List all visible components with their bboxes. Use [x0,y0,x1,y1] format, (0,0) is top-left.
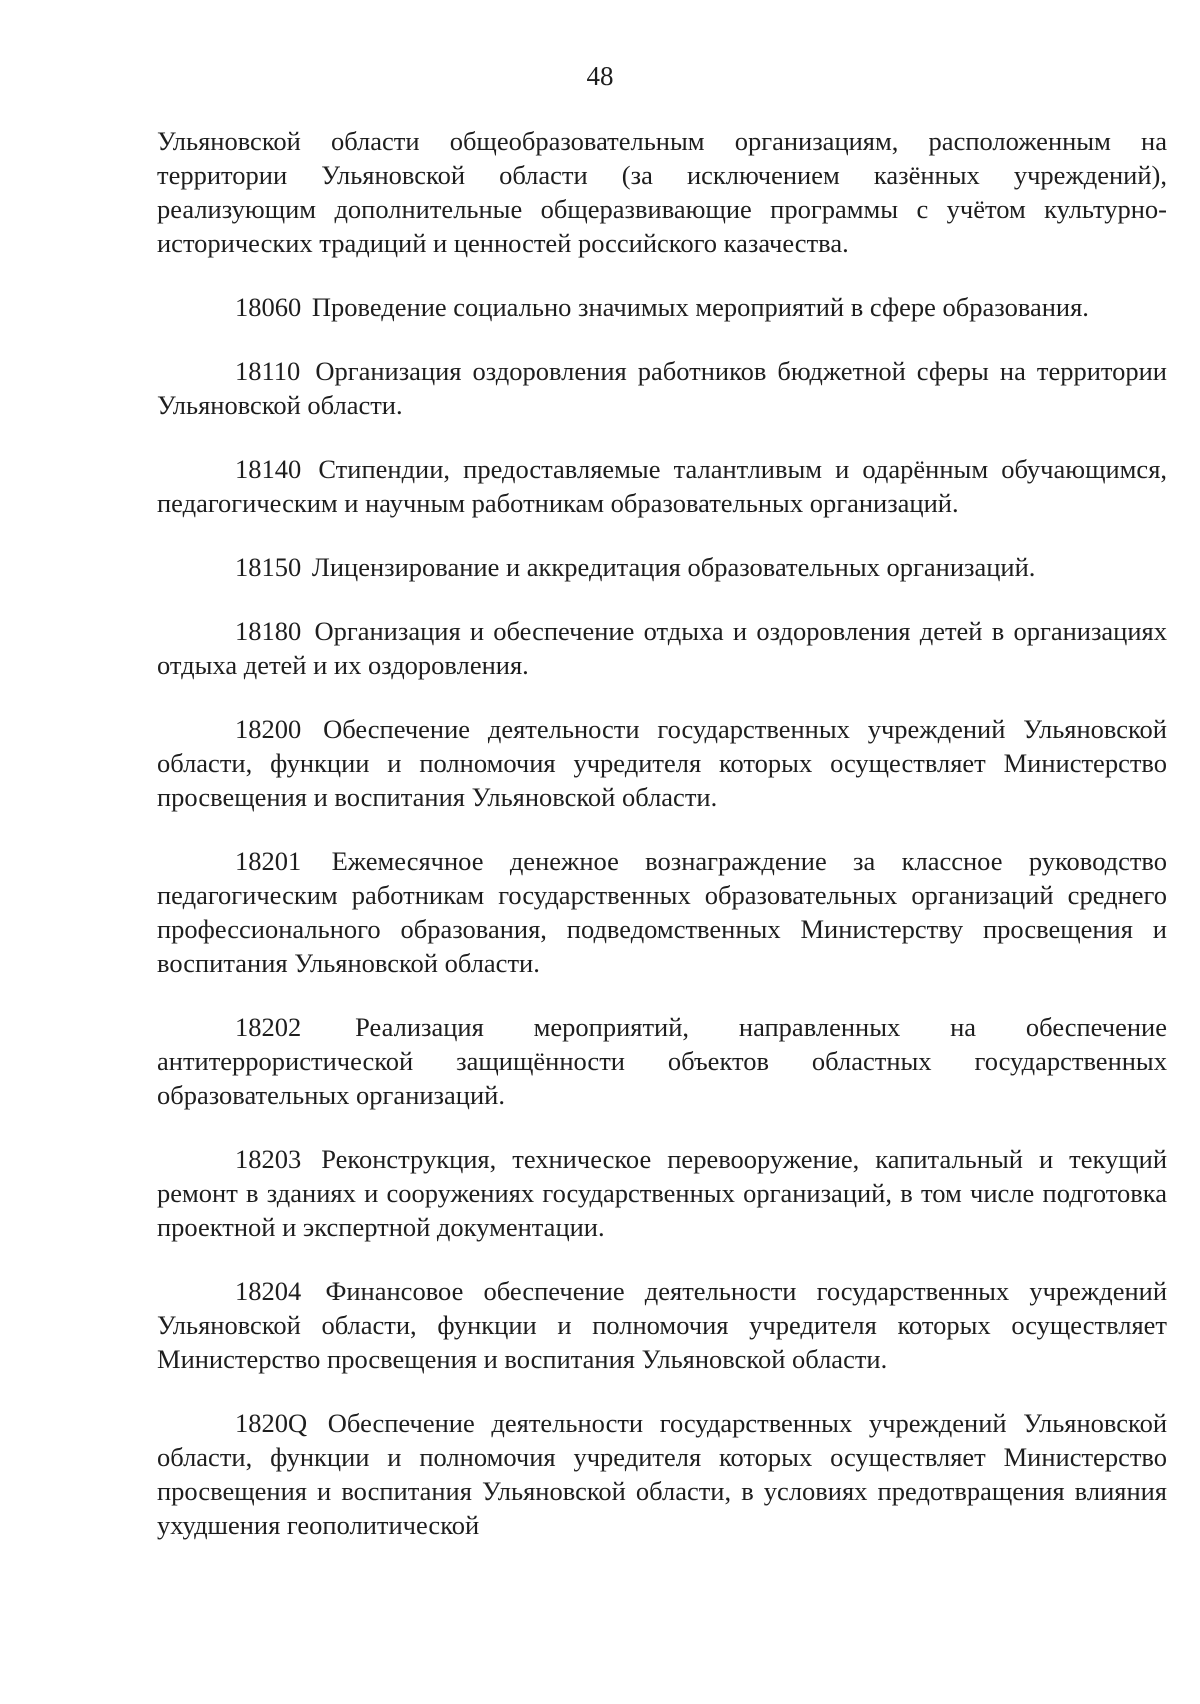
paragraph-text: Ежемесячное денежное вознаграждение за классное руководство педагогическим работникам государственных образовательных организаций среднего профессионального образования, подведомственных Министерству просвещения и воспитания Ульяновской области. [157,846,1167,978]
paragraph-text: Обеспечение деятельности государственных учреждений Ульяновской области, функции и полномочия учредителя которых осуществляет Министерство просвещения и воспитания Ульяновской области. [157,714,1167,812]
paragraph-18203 [157,1142,1167,1244]
document-body [157,124,1167,1542]
paragraph-text: Организация оздоровления работников бюджетной сферы на территории Ульяновской области. [157,356,1167,420]
paragraph-18060 [157,290,1167,324]
paragraph-1820Q [157,1406,1167,1542]
paragraph-code: 18201 [235,846,302,876]
paragraph-continuation [157,124,1167,260]
paragraph-text: Проведение социально значимых мероприятий в сфере образования. [311,292,1089,322]
paragraph-text: Организация и обеспечение отдыха и оздоровления детей в организациях отдыха детей и их оздоровления. [157,616,1167,680]
paragraph-text: Стипендии, предоставляемые талантливым и одарённым обучающимся, педагогическим и научным работникам образовательных организаций. [157,454,1168,518]
paragraph-text: Ульяновской области общеобразовательным организациям, расположенным на территории Ульяновской области (за исключением казённых учреждений), реализующим дополнительные общеразвивающие программы с учётом культурно-исторических традиций и ценностей российского казачества. [157,126,1167,258]
paragraph-code: 18204 [235,1276,302,1306]
paragraph-18201 [157,844,1167,980]
paragraph-code: 18200 [235,714,302,744]
paragraph-code: 18180 [235,616,302,646]
paragraph-text: Реконструкция, техническое перевооружение, капитальный и текущий ремонт в зданиях и сооружениях государственных организаций, в том числе подготовка проектной и экспертной документации. [157,1144,1167,1242]
paragraph-18110 [157,354,1167,422]
paragraph-18204 [157,1274,1167,1376]
paragraph-text: Реализация мероприятий, направленных на обеспечение антитеррористической защищённости объектов областных государственных образовательных организаций. [157,1012,1167,1110]
paragraph-code: 18060 [235,292,302,322]
paragraph-code: 1820Q [235,1408,308,1438]
paragraph-code: 18203 [235,1144,302,1174]
paragraph-code: 18110 [235,356,301,386]
paragraph-text: Финансовое обеспечение деятельности государственных учреждений Ульяновской области, функции и полномочия учредителя которых осуществляет Министерство просвещения и воспитания Ульяновской области. [157,1276,1168,1374]
paragraph-code: 18202 [235,1012,302,1042]
page-number: 48 [586,61,614,91]
paragraph-code: 18150 [235,552,302,582]
paragraph-18180 [157,614,1167,682]
paragraph-18140 [157,452,1167,520]
paragraph-text: Лицензирование и аккредитация образовательных организаций. [311,552,1036,582]
paragraph-text: Обеспечение деятельности государственных учреждений Ульяновской области, функции и полномочия учредителя которых осуществляет Министерство просвещения и воспитания Ульяновской области, в условиях предотвращения влияния ухудшения геополитической [157,1408,1167,1540]
paragraph-18150 [157,550,1167,584]
paragraph-18200 [157,712,1167,814]
paragraph-code: 18140 [235,454,302,484]
paragraph-18202 [157,1010,1167,1112]
